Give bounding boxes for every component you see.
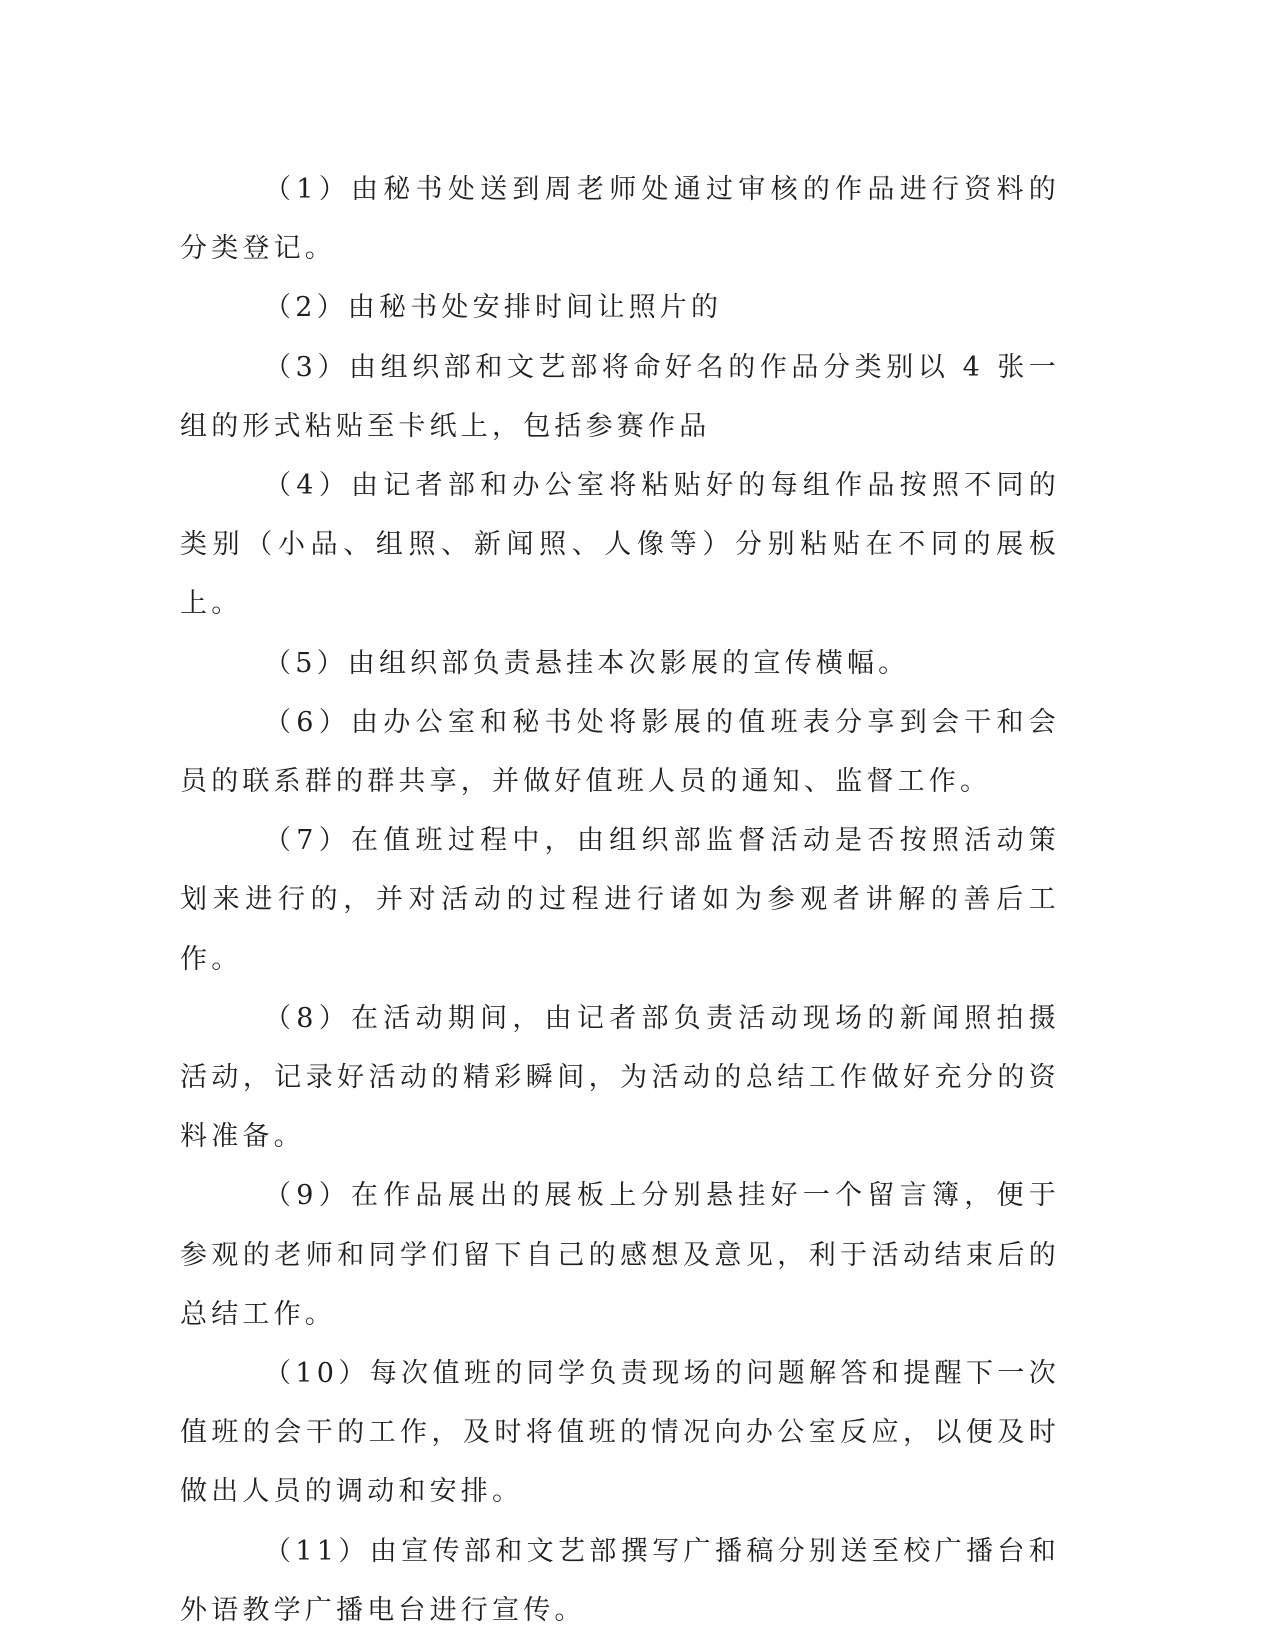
paragraph-9: （9）在作品展出的展板上分别悬挂好一个留言簿，便于参观的老师和同学们留下自己的感想及意见，利于活动结束后的总结工作。 <box>180 1180 1060 1330</box>
paragraph-4: （4）由记者部和办公室将粘贴好的每组作品按照不同的类别（小品、组照、新闻照、人像等）分别粘贴在不同的展板上。 <box>180 470 1060 620</box>
paragraph-1: （1）由秘书处送到周老师处通过审核的作品进行资料的分类登记。 <box>180 174 1060 265</box>
paragraph-2: （2）由秘书处安排时间让照片的 <box>264 292 723 324</box>
paragraph-10: （10）每次值班的同学负责现场的问题解答和提醒下一次值班的会干的工作，及时将值班的情况向办公室反应，以便及时做出人员的调动和安排。 <box>180 1358 1060 1508</box>
paragraph-3: （3）由组织部和文艺部将命好名的作品分类别以 4 张一组的形式粘贴至卡纸上，包括参赛作品 <box>180 351 1060 442</box>
paragraph-11: （11）由宣传部和文艺部撰写广播稿分别送至校广播台和外语教学广播电台进行宣传。 <box>180 1535 1060 1626</box>
paragraph-5: （5）由组织部负责悬挂本次影展的宣传横幅。 <box>264 647 910 679</box>
document-body <box>180 160 1060 1640</box>
paragraph-8: （8）在活动期间，由记者部负责活动现场的新闻照拍摄活动，记录好活动的精彩瞬间，为活动的总结工作做好充分的资料准备。 <box>180 1002 1060 1153</box>
paragraph-7: （7）在值班过程中，由组织部监督活动是否按照活动策划来进行的，并对活动的过程进行诸如为参观者讲解的善后工作。 <box>180 825 1060 975</box>
paragraph-6: （6）由办公室和秘书处将影展的值班表分享到会干和会员的联系群的群共享，并做好值班人员的通知、监督工作。 <box>180 706 1060 798</box>
